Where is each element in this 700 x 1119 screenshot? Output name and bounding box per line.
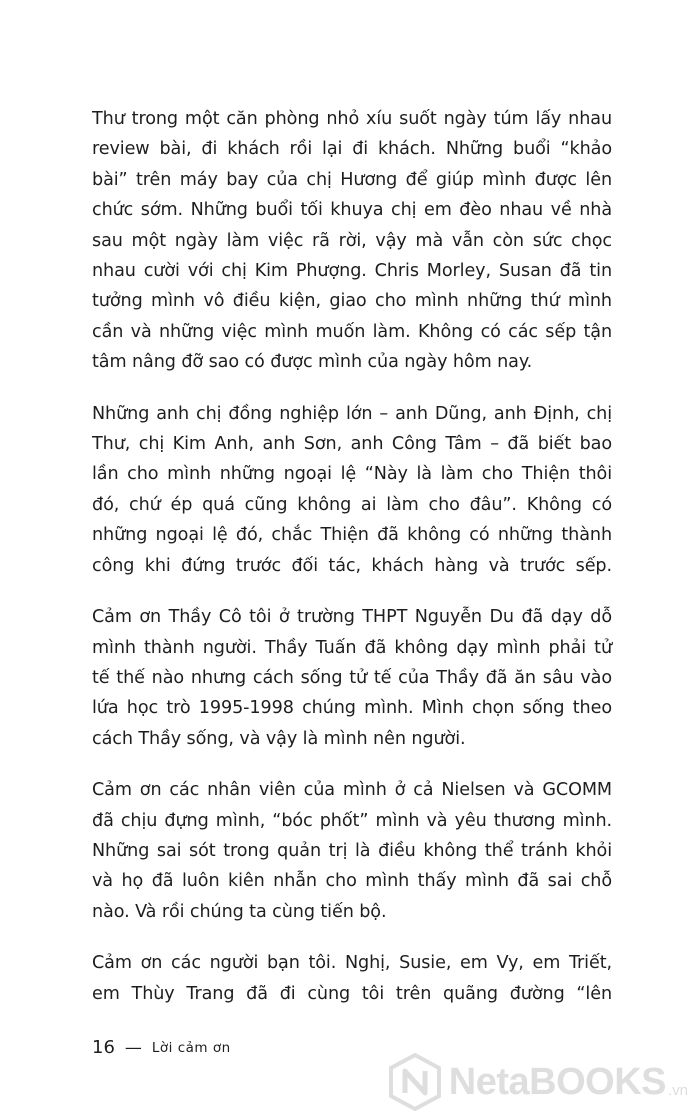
line: mình thành người. Thầy Tuấn đã không dạy mình phải tử [92, 637, 612, 658]
watermark [389, 1053, 688, 1111]
netabooks-logo-icon [389, 1053, 441, 1111]
line: chức sớm. Những buổi tối khuya chị em đèo nhau về nhà [92, 200, 612, 221]
line: Cảm ơn các người bạn tôi. Nghị, Susie, em Vy, em Triết, [92, 953, 612, 974]
line: tâm nâng đỡ sao có được mình của ngày hôm nay. [92, 352, 533, 373]
line: Những sai sót trong quản trị là điều không thể tránh khỏi [92, 840, 612, 861]
line: cần và những việc mình muốn làm. Không có các sếp tận [92, 321, 612, 342]
line: sau một ngày làm việc rã rời, vậy mà vẫn còn sức chọc [92, 230, 612, 251]
line: tế thế nào nhưng cách sống tử tế của Thầy đã ăn sâu vào [92, 667, 612, 688]
page-body [92, 104, 612, 1030]
section-title: Lời cảm ơn [151, 1039, 231, 1056]
line: Những anh chị đồng nghiệp lớn – anh Dũng, anh Định, chị [92, 403, 612, 424]
line: đó, chứ ép quá cũng không ai làm cho đâu”. Không có [92, 494, 612, 515]
paragraph-5 [92, 948, 612, 1009]
line: lứa học trò 1995-1998 chúng mình. Mình chọn sống theo [92, 698, 612, 719]
line: tưởng mình vô điều kiện, giao cho mình những thứ mình [92, 291, 612, 312]
page-number: 16 [92, 1037, 115, 1058]
line: cách Thầy sống, và vậy là mình nên người. [92, 728, 466, 749]
line: em Thùy Trang đã đi cùng tôi trên quãng đường “lên [92, 983, 612, 1004]
line: và họ đã luôn kiên nhẫn cho mình thấy mình đã sai chỗ [92, 871, 612, 892]
line: đã chịu đựng mình, “bóc phốt” mình và yêu thương mình. [92, 810, 612, 831]
line: công khi đứng trước đối tác, khách hàng và trước sếp. [92, 555, 612, 576]
paragraph-1 [92, 104, 612, 378]
paragraph-3 [92, 602, 612, 754]
line: Cảm ơn các nhân viên của mình ở cả Nielsen và GCOMM [92, 780, 612, 801]
line: Cảm ơn Thầy Cô tôi ở trường THPT Nguyễn Du đã dạy dỗ [92, 607, 612, 628]
footer-dash: — [124, 1037, 142, 1058]
line: nào. Và rồi chúng ta cùng tiến bộ. [92, 901, 387, 922]
watermark-suffix: .vn [667, 1082, 688, 1099]
paragraph-2 [92, 399, 612, 581]
line: Thư trong một căn phòng nhỏ xíu suốt ngày túm lấy nhau [92, 109, 612, 129]
page-footer [92, 1037, 231, 1058]
line: Thư, chị Kim Anh, anh Sơn, anh Công Tâm – đã biết bao [92, 434, 612, 455]
paragraph-4 [92, 775, 612, 927]
line: những ngoại lệ đó, chắc Thiện đã không có những thành [92, 525, 612, 546]
line: lần cho mình những ngoại lệ “Này là làm cho Thiện thôi [92, 464, 612, 485]
line: bài” trên máy bay của chị Hương để giúp mình được lên [92, 169, 612, 190]
line: nhau cười với chị Kim Phượng. Chris Morley, Susan đã tin [92, 261, 612, 282]
line: review bài, đi khách rồi lại đi khách. Những buổi “khảo [92, 139, 612, 160]
watermark-brand: NetaBOOKS [448, 1060, 666, 1103]
